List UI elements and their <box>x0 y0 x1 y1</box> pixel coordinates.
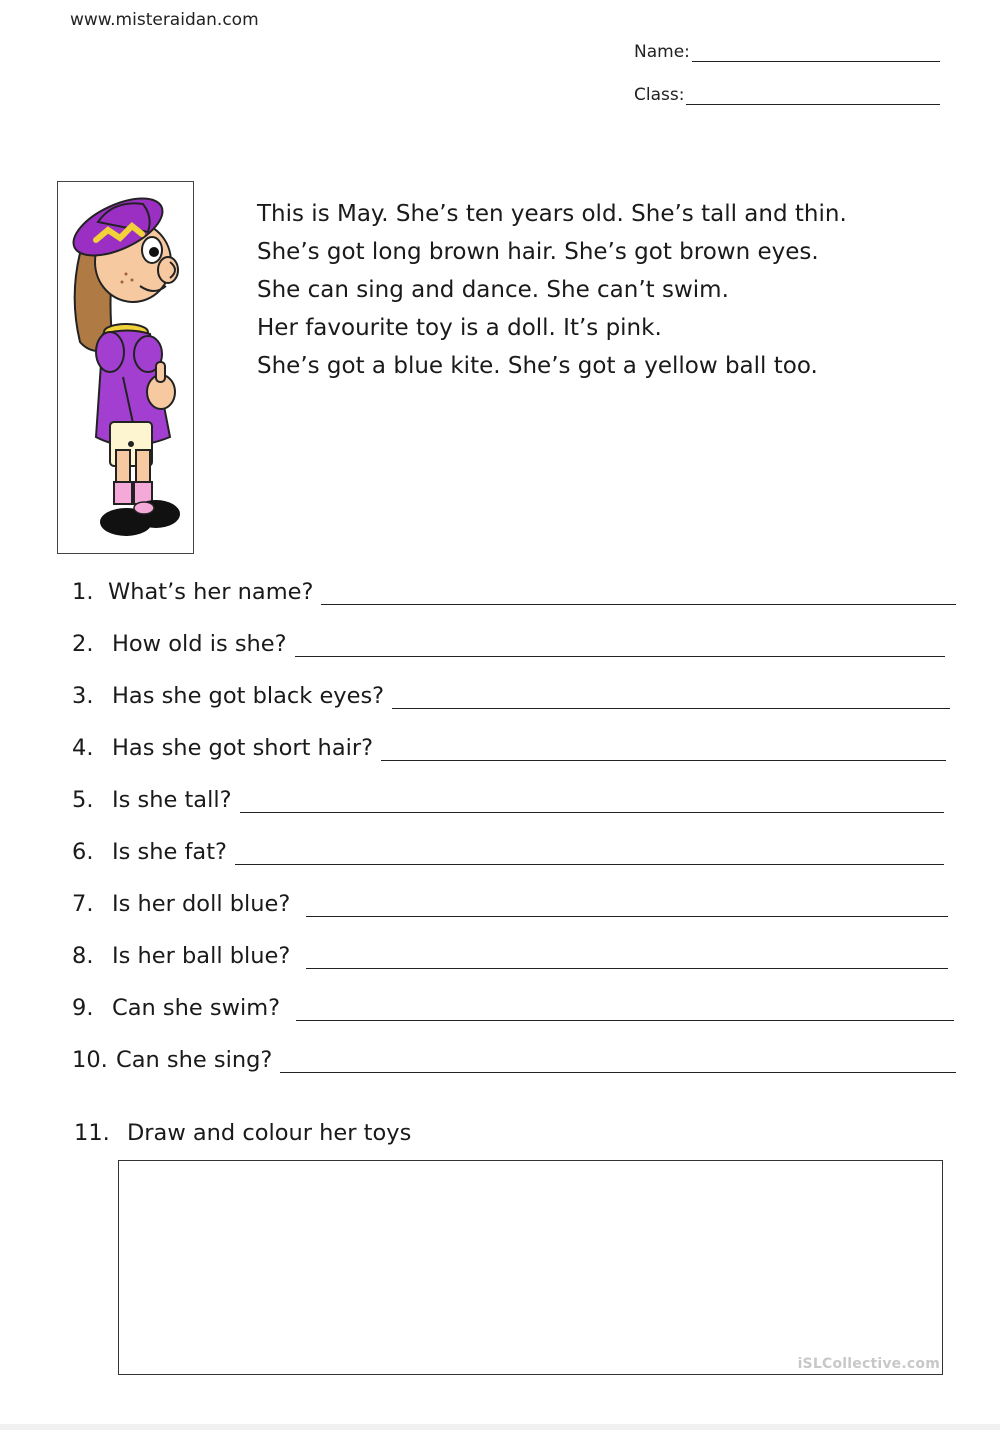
answer-line-8[interactable] <box>306 944 948 969</box>
question-9 <box>72 991 954 1021</box>
question-number: 6. <box>72 839 94 865</box>
task-number: 11. <box>74 1120 110 1146</box>
passage-line: She can sing and dance. She can’t swim. <box>257 277 729 303</box>
passage-line: This is May. She’s ten years old. She’s tall and thin. <box>257 201 847 227</box>
name-field[interactable] <box>634 36 940 62</box>
question-number: 9. <box>72 995 94 1021</box>
question-text: How old is she? <box>112 631 287 657</box>
class-blank-line[interactable] <box>686 84 940 105</box>
question-text: Is her doll blue? <box>112 891 291 917</box>
question-number: 3. <box>72 683 94 709</box>
question-number: 7. <box>72 891 94 917</box>
answer-line-6[interactable] <box>235 840 944 865</box>
answer-line-3[interactable] <box>392 684 950 709</box>
question-text: Is her ball blue? <box>112 943 291 969</box>
question-number: 4. <box>72 735 94 761</box>
question-3 <box>72 679 950 709</box>
reading-passage <box>257 195 957 385</box>
name-label: Name: <box>634 42 690 62</box>
question-number: 10. <box>72 1047 108 1073</box>
answer-line-1[interactable] <box>321 580 956 605</box>
name-blank-line[interactable] <box>692 41 940 62</box>
girl-drawing <box>58 182 192 552</box>
site-url: www.misteraidan.com <box>70 10 259 30</box>
girl-illustration <box>57 181 194 554</box>
task-text: Draw and colour her toys <box>126 1120 412 1146</box>
answer-line-7[interactable] <box>306 892 948 917</box>
question-text: Has she got short hair? <box>112 735 374 761</box>
question-text: Has she got black eyes? <box>112 683 385 709</box>
question-10 <box>72 1043 956 1073</box>
question-2 <box>72 627 945 657</box>
question-6 <box>72 835 944 865</box>
question-text: What’s her name? <box>108 579 314 605</box>
question-1 <box>72 575 956 605</box>
answer-line-9[interactable] <box>296 996 954 1021</box>
class-label: Class: <box>634 85 685 105</box>
question-number: 8. <box>72 943 94 969</box>
question-text: Can she swim? <box>112 995 281 1021</box>
answer-line-5[interactable] <box>240 788 944 813</box>
watermark-text: iSLCollective.com <box>797 1356 940 1372</box>
class-field[interactable] <box>634 79 940 105</box>
question-text: Can she sing? <box>116 1047 273 1073</box>
passage-line: She’s got long brown hair. She’s got brown eyes. <box>257 239 819 265</box>
answer-line-2[interactable] <box>295 632 945 657</box>
question-text: Is she fat? <box>112 839 227 865</box>
answer-line-10[interactable] <box>280 1048 956 1073</box>
bottom-edge <box>0 1424 1000 1430</box>
question-8 <box>72 939 948 969</box>
drawing-task <box>74 1120 411 1146</box>
question-number: 5. <box>72 787 94 813</box>
question-5 <box>72 783 944 813</box>
drawing-box[interactable] <box>118 1160 943 1375</box>
passage-line: She’s got a blue kite. She’s got a yellow ball too. <box>257 353 818 379</box>
question-number: 2. <box>72 631 94 657</box>
question-text: Is she tall? <box>112 787 232 813</box>
answer-line-4[interactable] <box>381 736 946 761</box>
passage-line: Her favourite toy is a doll. It’s pink. <box>257 315 662 341</box>
question-number: 1. <box>72 579 94 605</box>
question-4 <box>72 731 946 761</box>
question-7 <box>72 887 948 917</box>
